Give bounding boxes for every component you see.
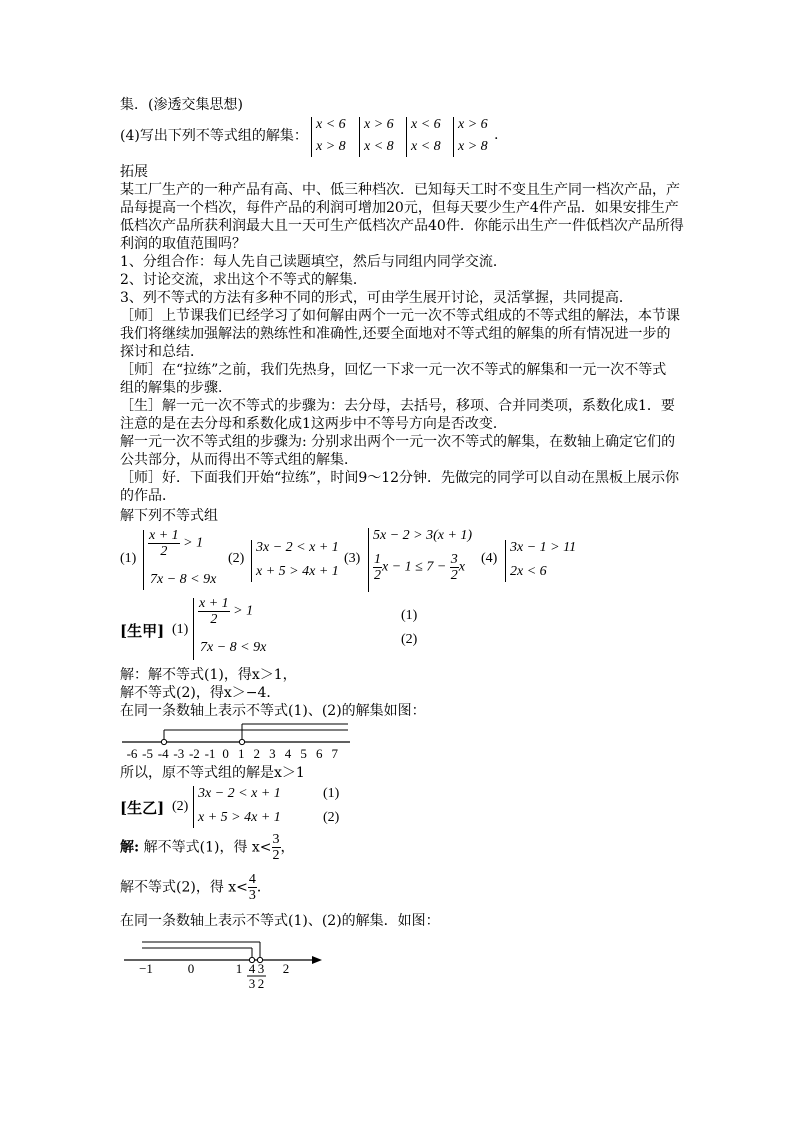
number-line-b-tick-1: 0: [187, 961, 195, 976]
e3-brace: [368, 528, 369, 592]
teacher3-line: 的作品．: [120, 488, 176, 504]
e2-b: x + 5 > 4x + 1: [256, 564, 339, 579]
number-line-a-open-dot-1: [161, 739, 166, 744]
heading: 拓展: [120, 164, 148, 180]
e1-a-den: 2: [160, 544, 168, 559]
student-b-sol-1-bold: 解:: [120, 839, 140, 856]
e2-a: 3x − 2 < x + 1: [256, 540, 339, 555]
top-line: 集．(渗透交集思想): [120, 97, 243, 113]
q4-brace: [453, 117, 454, 157]
problem-line: 低档次产品所获利润最大且一天可生产低档次产品40件．你能示出生产一件低档次产品所得: [120, 218, 684, 234]
student-b-sol-3: 在同一条数轴上表示不等式(1)、(2)的解集．如图：: [120, 913, 440, 929]
e3-b-den: 2: [450, 568, 458, 583]
student-a-label: (1): [172, 622, 189, 637]
student-a-mark-2: (2): [401, 632, 418, 647]
problem-line: 某工厂生产的一种产品有高、中、低三种档次．已知每天工时不变且生产同一档次产品，产: [120, 182, 680, 198]
q4-system-4-line-1: x > 6: [458, 117, 488, 132]
student-b-brace: [193, 786, 194, 828]
e3-b-pre-num: 1: [374, 552, 381, 567]
number-line-b-frac-1-num: 4: [248, 961, 256, 976]
number-line-a-tick-label: 7: [331, 746, 339, 761]
student-b-sol-2-text: 解不等式(2)，得 x<: [120, 879, 248, 896]
student-line: 注意的是在去分母和系数化成1这两步中不等号方向是否改变．: [120, 416, 507, 432]
exercise-title: 解下列不等式组: [120, 508, 218, 524]
student-a-a-rest: > 1: [229, 603, 254, 619]
student-a-a-num: x + 1: [199, 596, 229, 611]
q4-system-1-line-1: x < 6: [316, 117, 346, 132]
number-line-b-arrow-icon: [312, 956, 322, 964]
e1-a-rest: > 1: [179, 535, 204, 551]
number-line-a-tick-label: 1: [237, 746, 245, 761]
q4-system-2-line-1: x > 6: [364, 117, 394, 132]
number-line-a-tick-label: 2: [253, 746, 261, 761]
number-line-a-tick-label: 5: [300, 746, 307, 761]
problem-line: 品每提高一个档次，每件产品的利润可增加20元，但每天要少生产4件产品．如果安排生产: [120, 200, 679, 216]
problem-line: 利润的取值范围吗？: [120, 236, 246, 252]
student-b-label: (2): [172, 799, 189, 814]
number-line-b-tick-0: −1: [139, 961, 153, 976]
e4-b: 2x < 6: [510, 564, 547, 579]
step-line: 1、分组合作：每人先自己读题填空，然后与同组内同学交流．: [120, 254, 507, 270]
number-line-a-open-dot-2: [239, 739, 244, 744]
teacher2-line: ［师］在“拉练”之前，我们先热身，回忆一下求一元一次不等式的解集和一元一次不等式: [120, 362, 667, 378]
e2-brace: [251, 540, 252, 582]
system-steps-line: 解一元一次不等式组的步骤为: 分别求出两个一元一次不等式的解集，在数轴上确定它们的: [120, 434, 676, 450]
q4-brace: [359, 117, 360, 157]
number-line-a-tick-label: 3: [269, 746, 276, 761]
e3-b-pre-den: 2: [374, 568, 381, 583]
teacher1-line: 我们将继续加强解法的熟练性和准确性,还要全面地对不等式组的解集的所有情况进一步的: [120, 326, 671, 342]
student-b-mark-2: (2): [323, 810, 340, 825]
q4-system-3-line-2: x < 8: [411, 139, 441, 154]
student-a-sol-3: 在同一条数轴上表示不等式(1)、(2)的解集如图：: [120, 703, 426, 719]
number-line-b-frac-1-den: 3: [248, 976, 256, 991]
student-a-sol-1: 解：解不等式(1)，得x＞1，: [120, 667, 297, 683]
q4-system-1-line-2: x > 8: [316, 139, 346, 154]
student-b-b: x + 5 > 4x + 1: [198, 810, 281, 825]
q4-brace: [311, 117, 312, 157]
student-b-sol-1-end: ，: [280, 839, 295, 856]
number-line-a-tick-label: -6: [126, 746, 138, 761]
number-line-a-tick-label: -1: [204, 746, 216, 761]
student-a-b: 7x − 8 < 9x: [200, 640, 267, 655]
student-b-mark-1: (1): [323, 786, 340, 801]
e3-b-mid: x − 1 ≤ 7 −: [382, 559, 450, 575]
e3-b-end: x: [458, 559, 466, 575]
number-line-a-tick-label: -4: [157, 746, 169, 761]
student-a-tag: [生甲]: [120, 622, 165, 640]
q4-brace: [406, 117, 407, 157]
student-b-a: 3x − 2 < x + 1: [198, 786, 281, 801]
number-line-a-tick-label: -5: [142, 746, 154, 761]
number-line-b-frac-2-num: 3: [257, 961, 265, 976]
q4-system-4-line-2: x > 8: [458, 139, 488, 154]
e1-label: (1): [120, 551, 137, 566]
student-b-sol-2-den: 3: [248, 888, 256, 903]
number-line-a-tick-label: -2: [188, 746, 200, 761]
student-line: ［生］解一元一次不等式的步骤为：去分母，去括号，移项、合并同类项，系数化成1．要: [120, 398, 675, 414]
e1-a-num: x + 1: [149, 528, 179, 543]
student-b-tag: [生乙]: [120, 799, 165, 817]
number-line-b-frac-2-den: 2: [257, 976, 265, 991]
e4-a: 3x − 1 > 11: [510, 540, 577, 555]
q4-system-3-line-1: x < 6: [411, 117, 441, 132]
number-line-a-tick-label: -3: [173, 746, 185, 761]
teacher1-line: 探讨和总结．: [120, 344, 204, 360]
number-line-b: [118, 932, 338, 992]
e1-brace: [143, 530, 144, 590]
student-b-sol-1-text: 解不等式(1)，得 x<: [143, 839, 272, 856]
student-a-brace: [193, 598, 194, 660]
number-line-a-tick-label: 0: [222, 746, 229, 761]
student-a-sol-2: 解不等式(2)，得x＞−4．: [120, 685, 281, 701]
e3-a: 5x − 2 > 3(x + 1): [373, 528, 473, 543]
student-a-mark-1: (1): [401, 608, 418, 623]
student-b-sol-2-num: 4: [248, 872, 256, 887]
q4-end: .: [494, 127, 499, 143]
e3-label: (3): [344, 551, 361, 566]
student-b-sol-1-num: 3: [272, 832, 280, 847]
student-a-a-den: 2: [210, 612, 218, 627]
teacher2-line: 组的解集的步骤．: [120, 380, 232, 396]
e3-b-num: 3: [450, 552, 458, 567]
number-line-a-tick-label: 4: [284, 746, 292, 761]
step-line: 3、列不等式的方法有多种不同的形式，可由学生展开讨论，灵活掌握，共同提高．: [120, 290, 633, 306]
number-line-b-tick-2: 1: [235, 961, 243, 976]
student-a-conclusion: 所以，原不等式组的解是x＞1: [120, 765, 305, 781]
step-line: 2、讨论交流，求出这个不等式的解集．: [120, 272, 367, 288]
e1-b: 7x − 8 < 9x: [150, 572, 217, 587]
teacher3-line: ［师］好．下面我们开始“拉练”，时间9～12分钟．先做完的同学可以自动在黑板上展示你: [120, 470, 680, 486]
e4-brace: [505, 540, 506, 582]
system-steps-line: 公共部分，从而得出不等式组的解集．: [120, 452, 358, 468]
number-line-b-tick-3: 2: [282, 961, 290, 976]
teacher1-line: ［师］上节课我们已经学习了如何解由两个一元一次不等式组成的不等式组的解法，本节课: [120, 308, 680, 324]
student-b-sol-1-den: 2: [272, 848, 280, 863]
number-line-a-tick-label: 6: [315, 746, 323, 761]
e2-label: (2): [228, 551, 245, 566]
number-line-a: [118, 720, 358, 764]
q4-label: (4)写出下列不等式组的解集：: [120, 128, 308, 144]
student-b-sol-2-end: ．: [256, 879, 271, 896]
e4-label: (4): [481, 551, 498, 566]
q4-system-2-line-2: x < 8: [364, 139, 394, 154]
